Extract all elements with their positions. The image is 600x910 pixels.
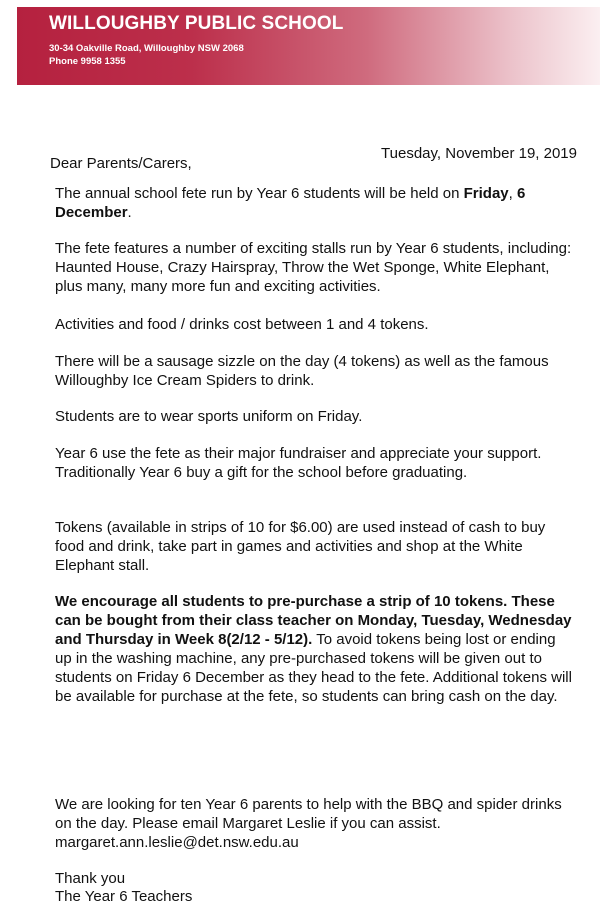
school-address: 30-34 Oakville Road, Willoughby NSW 2068 [49, 43, 244, 54]
salutation: Dear Parents/Carers, [50, 155, 192, 172]
paragraph-fundraiser: Year 6 use the fete as their major fundraiser and appreciate your support. Traditionally Year 6 buy a gift for the school before graduating. [55, 445, 542, 481]
paragraph-uniform: Students are to wear sports uniform on Friday. [55, 408, 363, 425]
paragraph-volunteers: We are looking for ten Year 6 parents to help with the BBQ and spider drinks on the day. Please email Margaret Leslie if you can assist. margaret.ann.leslie@det.nsw.edu.au [55, 796, 562, 851]
paragraph-fete-date: The annual school fete run by Year 6 students will be held on Friday, 6 December. [55, 185, 526, 221]
letter-date: Tuesday, November 19, 2019 [381, 145, 577, 162]
paragraph-stalls: The fete features a number of exciting stalls run by Year 6 students, including: Haunted House, Crazy Hairspray, Throw the Wet Sponge, White Elephant, plus many, many more fun and exciting activities. [55, 240, 572, 295]
school-header-banner [17, 7, 600, 85]
closing: Thank you [55, 870, 126, 887]
school-phone: Phone 9958 1355 [49, 56, 126, 67]
school-name: WILLOUGHBY PUBLIC SCHOOL [49, 13, 344, 34]
signature: The Year 6 Teachers [55, 888, 193, 905]
paragraph-tokens: Tokens (available in strips of 10 for $6.00) are used instead of cash to buy food and drink, take part in games and activities and shop at the White Elephant stall. [55, 519, 546, 574]
paragraph-sausage-sizzle: There will be a sausage sizzle on the day (4 tokens) as well as the famous Willoughby Ice Cream Spiders to drink. [55, 353, 549, 389]
paragraph-pre-purchase: We encourage all students to pre-purchase a strip of 10 tokens. These can be bought from their class teacher on Monday, Tuesday, Wednesday and Thursday in Week 8(2/12 - 5/12). To avoid tokens being lost or ending up in the washing machine, any pre-purchased tokens will be given out to students on Friday 6 December as they head to the fete. Additional tokens will be available for purchase at the fete, so students can bring cash on the day. [55, 593, 572, 705]
paragraph-costs: Activities and food / drinks cost between 1 and 4 tokens. [55, 316, 429, 333]
